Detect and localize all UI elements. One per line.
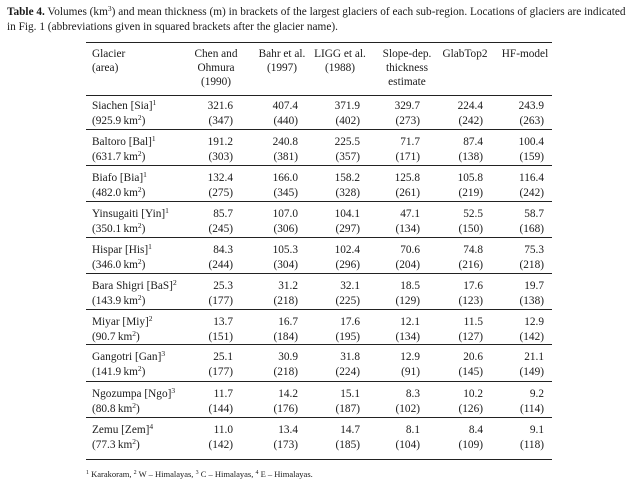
glacier-name xyxy=(92,387,175,401)
thickness-value: (381) xyxy=(273,151,298,163)
header-hf-line: HF-model xyxy=(501,48,549,60)
volume-value: 14.7 xyxy=(340,424,360,436)
volume-value: 11.5 xyxy=(463,316,483,328)
glacier-footnote-mark: 4 xyxy=(149,422,154,431)
volume-value: 132.4 xyxy=(207,172,233,184)
volume-value: 125.8 xyxy=(394,172,420,184)
header-rule xyxy=(86,95,552,96)
table-caption xyxy=(7,5,633,35)
thickness-value: (187) xyxy=(335,403,360,415)
glacier-name-text: Bara Shigri [BaS] xyxy=(92,280,173,292)
glacier-name xyxy=(92,171,147,185)
volume-value: 25.3 xyxy=(213,280,233,292)
caption-text-1: Volumes (km xyxy=(47,6,108,18)
thickness-value: (242) xyxy=(519,187,544,199)
thickness-value: (144) xyxy=(208,403,233,415)
area-unit-sup: 2 xyxy=(132,437,136,446)
thickness-value: (134) xyxy=(395,223,420,235)
volume-value: 87.4 xyxy=(463,136,483,148)
volume-value: 21.1 xyxy=(524,351,544,363)
glacier-area-value: (80.8 xyxy=(92,403,116,415)
header-ligg-line: (1988) xyxy=(324,62,356,74)
thickness-value: (306) xyxy=(273,223,298,235)
volume-value: 104.1 xyxy=(334,208,360,220)
glacier-area: (925.9 $km^2$) xyxy=(92,113,146,127)
footnote-mark: 3 xyxy=(195,470,199,476)
thickness-value: (218) xyxy=(273,366,298,378)
thickness-value: (263) xyxy=(519,115,544,127)
thickness-value: (402) xyxy=(335,115,360,127)
thickness-value: (218) xyxy=(273,295,298,307)
row-divider xyxy=(86,165,552,166)
thickness-value: (102) xyxy=(395,403,420,415)
footnote-item xyxy=(196,469,254,479)
volume-value: 8.1 xyxy=(405,424,420,436)
volume-value: 19.7 xyxy=(524,280,544,292)
area-unit-sup: 2 xyxy=(132,329,136,338)
volume-value: 12.9 xyxy=(400,351,420,363)
glacier-area-value: (482.0 xyxy=(92,187,122,199)
volume-value: 14.2 xyxy=(278,388,298,400)
footnote-item xyxy=(255,469,312,479)
volume-value: 225.5 xyxy=(334,136,360,148)
area-unit: km xyxy=(123,115,138,127)
thickness-value: (195) xyxy=(335,331,360,343)
header-glabtop-line: GlabTop2 xyxy=(442,48,488,60)
volume-value: 100.4 xyxy=(518,136,544,148)
volume-value: 13.4 xyxy=(278,424,298,436)
volume-value: 224.4 xyxy=(457,100,483,112)
thickness-value: (142) xyxy=(208,439,233,451)
volume-value: 166.0 xyxy=(272,172,298,184)
footnote-text: E – Himalayas. xyxy=(260,469,313,479)
volume-value: 31.2 xyxy=(278,280,298,292)
glacier-area: (631.7 $km^2$) xyxy=(92,149,146,163)
row-divider xyxy=(86,237,552,238)
glacier-area-value: (143.9 xyxy=(92,295,122,307)
thickness-value: (123) xyxy=(458,295,483,307)
volume-value: 58.7 xyxy=(524,208,544,220)
volume-value: 102.4 xyxy=(334,244,360,256)
area-unit: km xyxy=(123,259,138,271)
glacier-name xyxy=(92,99,156,113)
glacier-area: (143.9 $km^2$) xyxy=(92,293,146,307)
thickness-value: (150) xyxy=(458,223,483,235)
header-chen-line: Chen and xyxy=(194,48,238,60)
thickness-value: (245) xyxy=(208,223,233,235)
volume-value: 74.8 xyxy=(463,244,483,256)
row-divider xyxy=(86,381,552,382)
glacier-name-text: Baltoro [Bal] xyxy=(92,136,152,148)
thickness-value: (145) xyxy=(458,366,483,378)
footnote-mark: 1 xyxy=(86,470,89,476)
volume-value: 116.4 xyxy=(519,172,544,184)
thickness-value: (224) xyxy=(335,366,360,378)
thickness-value: (296) xyxy=(335,259,360,271)
glacier-footnote-mark: 3 xyxy=(161,349,166,358)
volume-value: 9.1 xyxy=(529,424,544,436)
thickness-value: (171) xyxy=(395,151,420,163)
glacier-area-value: (631.7 xyxy=(92,151,122,163)
glacier-name xyxy=(92,207,169,221)
header-glacier xyxy=(92,47,125,75)
volume-value: 12.1 xyxy=(400,316,420,328)
volume-value: 52.5 xyxy=(463,208,483,220)
thickness-value: (219) xyxy=(458,187,483,199)
volume-value: 8.4 xyxy=(468,424,483,436)
volume-value: 20.6 xyxy=(463,351,483,363)
row-divider xyxy=(86,459,552,460)
thickness-value: (168) xyxy=(519,223,544,235)
volume-value: 75.3 xyxy=(524,244,544,256)
footnote-text: Karakoram, xyxy=(91,469,132,479)
volume-value: 25.1 xyxy=(213,351,233,363)
footnote-text: W – Himalayas, xyxy=(138,469,194,479)
volume-value: 70.6 xyxy=(400,244,420,256)
thickness-value: (304) xyxy=(273,259,298,271)
thickness-value: (275) xyxy=(208,187,233,199)
glacier-area-value: (77.3 xyxy=(92,439,116,451)
row-divider xyxy=(86,201,552,202)
area-unit-sup: 2 xyxy=(137,149,142,158)
area-unit-sup: 2 xyxy=(132,401,136,410)
thickness-value: (149) xyxy=(519,366,544,378)
volume-value: 16.7 xyxy=(278,316,298,328)
glacier-area-value: (141.9 xyxy=(92,366,122,378)
volume-value: 321.6 xyxy=(207,100,233,112)
volume-value: 47.1 xyxy=(400,208,420,220)
table-footnotes xyxy=(86,469,313,480)
thickness-value: (118) xyxy=(519,439,544,451)
volume-value: 17.6 xyxy=(463,280,483,292)
header-chen-line: Ohmura xyxy=(197,62,235,74)
glacier-footnote-mark: 1 xyxy=(152,98,157,107)
volume-value: 9.2 xyxy=(529,388,544,400)
header-bahr-line: Bahr et al. xyxy=(258,48,306,60)
area-unit-sup: 2 xyxy=(137,113,142,122)
volume-value: 158.2 xyxy=(334,172,360,184)
glacier-area-value: (925.9 xyxy=(92,115,122,127)
thickness-value: (242) xyxy=(458,115,483,127)
glacier-name-text: Siachen [Sia] xyxy=(92,100,153,112)
thickness-value: (347) xyxy=(208,115,233,127)
glacier-footnote-mark: 3 xyxy=(171,386,176,395)
glacier-area-value: (350.1 xyxy=(92,223,122,235)
thickness-value: (303) xyxy=(208,151,233,163)
glacier-name xyxy=(92,423,153,437)
header-slope-line: estimate xyxy=(388,76,426,88)
row-divider xyxy=(86,417,552,418)
area-unit-sup: 2 xyxy=(137,221,142,230)
volume-value: 407.4 xyxy=(272,100,298,112)
volume-value: 11.0 xyxy=(213,424,233,436)
header-slope-line: thickness xyxy=(385,62,429,74)
glacier-footnote-mark: 1 xyxy=(148,242,152,251)
thickness-value: (173) xyxy=(273,439,298,451)
glacier-area: (346.0 $km^2$) xyxy=(92,257,146,271)
volume-value: 84.3 xyxy=(213,244,233,256)
glacier-area: (482.0 $km^2$) xyxy=(92,185,146,199)
thickness-value: (91) xyxy=(401,366,420,378)
glacier-area: (90.7 $km^2$) xyxy=(92,329,140,343)
area-unit: km xyxy=(123,223,138,235)
footnote-mark: 2 xyxy=(133,470,137,476)
header-slope-line: Slope-dep. xyxy=(382,48,432,60)
glacier-area-value: (90.7 xyxy=(92,331,116,343)
glacier-name xyxy=(92,350,165,364)
area-unit: km xyxy=(123,187,138,199)
thickness-value: (176) xyxy=(273,403,298,415)
footnote-item xyxy=(134,469,194,479)
thickness-value: (151) xyxy=(208,331,233,343)
thickness-value: (185) xyxy=(335,439,360,451)
volume-value: 191.2 xyxy=(207,136,233,148)
header-chen-line: (1990) xyxy=(200,76,232,88)
area-unit-sup: 2 xyxy=(137,257,142,266)
glacier-name-text: Yinsugaiti [Yin] xyxy=(92,208,166,220)
row-divider xyxy=(86,129,552,130)
volume-value: 85.7 xyxy=(213,208,233,220)
thickness-value: (126) xyxy=(458,403,483,415)
area-unit: km xyxy=(123,151,138,163)
glacier-area: (350.1 $km^2$) xyxy=(92,221,146,235)
area-unit-sup: 2 xyxy=(137,185,142,194)
thickness-value: (114) xyxy=(519,403,544,415)
glacier-name-text: Hispar [His] xyxy=(92,244,149,256)
glacier-name xyxy=(92,279,177,293)
thickness-value: (138) xyxy=(519,295,544,307)
thickness-value: (142) xyxy=(519,331,544,343)
glacier-area: (141.9 $km^2$) xyxy=(92,364,146,378)
volume-value: 17.6 xyxy=(340,316,360,328)
volume-value: 11.7 xyxy=(213,388,233,400)
thickness-value: (357) xyxy=(335,151,360,163)
thickness-value: (328) xyxy=(335,187,360,199)
glacier-name-text: Miyar [Miy] xyxy=(92,316,149,328)
volume-value: 107.0 xyxy=(272,208,298,220)
volume-value: 105.8 xyxy=(457,172,483,184)
thickness-value: (225) xyxy=(335,295,360,307)
glacier-name xyxy=(92,243,152,257)
caption-text-2: ) and mean thickness (m) in brackets of the largest glaciers of each sub-region. Locations of glaciers are indicated in Fig. 1 (abbreviations given in squared brackets after the glacier name). xyxy=(7,6,626,33)
volume-value: 243.9 xyxy=(518,100,544,112)
glacier-footnote-mark: 2 xyxy=(148,314,153,323)
area-unit: km xyxy=(117,439,133,451)
thickness-value: (138) xyxy=(458,151,483,163)
header-glacier-line: (area) xyxy=(92,62,119,74)
area-unit: km xyxy=(117,331,133,343)
caption-sup: 3 xyxy=(107,4,112,13)
thickness-value: (218) xyxy=(519,259,544,271)
thickness-value: (261) xyxy=(395,187,420,199)
thickness-value: (184) xyxy=(273,331,298,343)
thickness-value: (177) xyxy=(208,366,233,378)
volume-value: 71.7 xyxy=(400,136,420,148)
header-glacier-line: Glacier xyxy=(92,48,126,60)
thickness-value: (127) xyxy=(458,331,483,343)
volume-value: 240.8 xyxy=(272,136,298,148)
glacier-name-text: Gangotri [Gan] xyxy=(92,351,162,363)
glacier-name xyxy=(92,315,153,329)
volume-value: 10.2 xyxy=(463,388,483,400)
area-unit-sup: 2 xyxy=(137,293,142,302)
area-unit: km xyxy=(117,403,133,415)
volume-value: 31.8 xyxy=(340,351,360,363)
glacier-footnote-mark: 1 xyxy=(165,206,169,215)
volume-value: 12.9 xyxy=(524,316,544,328)
glacier-name-text: Zemu [Zem] xyxy=(92,424,150,436)
volume-value: 105.3 xyxy=(272,244,298,256)
volume-value: 371.9 xyxy=(334,100,360,112)
glacier-area: (80.8 $km^2$) xyxy=(92,401,140,415)
glacier-footnote-mark: 2 xyxy=(172,278,177,287)
thickness-value: (159) xyxy=(519,151,544,163)
thickness-value: (204) xyxy=(395,259,420,271)
row-divider xyxy=(86,273,552,274)
glacier-area: (77.3 $km^2$) xyxy=(92,437,140,451)
volume-value: 32.1 xyxy=(340,280,360,292)
header-hf xyxy=(485,47,565,61)
glacier-name-text: Ngozumpa [Ngo] xyxy=(92,388,172,400)
area-unit: km xyxy=(123,295,138,307)
volume-value: 329.7 xyxy=(394,100,420,112)
volume-value: 15.1 xyxy=(340,388,360,400)
footnote-text: C – Himalayas, xyxy=(200,469,254,479)
glacier-footnote-mark: 1 xyxy=(151,134,156,143)
row-divider xyxy=(86,344,552,345)
thickness-value: (134) xyxy=(395,331,420,343)
footnote-mark: 4 xyxy=(255,470,259,476)
table-label: Table 4. xyxy=(7,6,45,18)
area-unit-sup: 2 xyxy=(137,364,142,373)
thickness-value: (345) xyxy=(273,187,298,199)
thickness-value: (109) xyxy=(458,439,483,451)
thickness-value: (104) xyxy=(395,439,420,451)
table-top-rule xyxy=(86,42,552,43)
thickness-value: (440) xyxy=(273,115,298,127)
thickness-value: (129) xyxy=(395,295,420,307)
glacier-name-text: Biafo [Bia] xyxy=(92,172,144,184)
glacier-area-value: (346.0 xyxy=(92,259,122,271)
thickness-value: (244) xyxy=(208,259,233,271)
area-unit: km xyxy=(123,366,138,378)
thickness-value: (297) xyxy=(335,223,360,235)
glacier-name xyxy=(92,135,156,149)
row-divider xyxy=(86,309,552,310)
header-bahr-line: (1997) xyxy=(266,62,298,74)
glacier-footnote-mark: 1 xyxy=(143,170,147,179)
volume-value: 18.5 xyxy=(400,280,420,292)
volume-value: 8.3 xyxy=(405,388,420,400)
header-ligg-line: LIGG et al. xyxy=(314,48,366,60)
thickness-value: (216) xyxy=(458,259,483,271)
volume-value: 13.7 xyxy=(213,316,233,328)
footnote-item xyxy=(86,469,131,479)
volume-value: 30.9 xyxy=(278,351,298,363)
thickness-value: (177) xyxy=(208,295,233,307)
thickness-value: (273) xyxy=(395,115,420,127)
